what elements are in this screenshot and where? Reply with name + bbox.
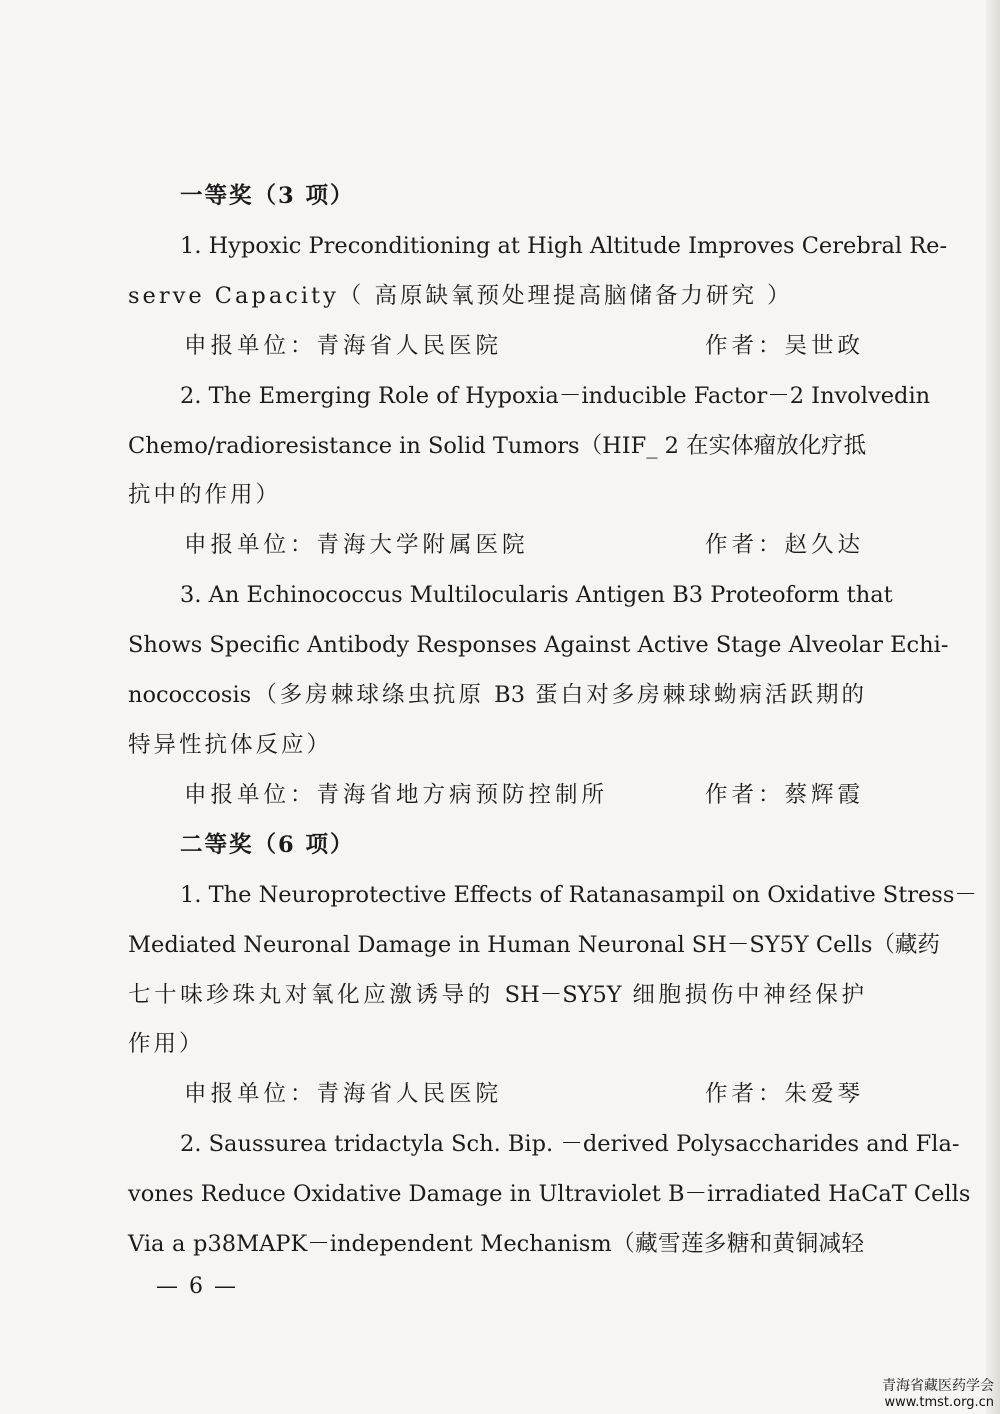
item-title-line: Mediated Neuronal Damage in Human Neuronal SH－SY5Y Cells（藏药 — [128, 931, 940, 958]
item-title-line: nococcosis（多房棘球绦虫抗原 B3 蛋白对多房棘球蚴病活跃期的 — [128, 682, 864, 709]
item-title-line: 特异性抗体反应） — [128, 731, 333, 758]
author: 作者：蔡辉霞 — [704, 781, 864, 808]
reporting-unit: 申报单位：青海省地方病预防控制所 — [184, 781, 609, 808]
item-meta-row — [128, 771, 864, 821]
document-body — [128, 172, 977, 1270]
section-heading-first-prize: 一等奖（3 项） — [180, 183, 355, 209]
item-meta-row — [128, 521, 864, 571]
author: 作者：赵久达 — [704, 532, 864, 559]
item-title-line: 1. Hypoxic Preconditioning at High Altitude Improves Cerebral Re- — [180, 232, 948, 259]
reporting-unit: 申报单位：青海省人民医院 — [184, 332, 503, 359]
author: 作者：吴世政 — [704, 332, 864, 359]
item-title-line: 2. Saussurea tridactyla Sch. Bip. －derived Polysaccharides and Fla- — [180, 1131, 960, 1158]
item-title-line: 抗中的作用） — [128, 482, 282, 509]
author: 作者：朱爱琴 — [704, 1081, 864, 1108]
item-title-line: Via a p38MAPK－independent Mechanism（藏雪莲多糖和黄铜减轻 — [128, 1231, 864, 1258]
item-meta-row — [128, 1070, 864, 1120]
section-heading-second-prize: 二等奖（6 项） — [180, 831, 355, 858]
site-watermark — [882, 1378, 994, 1410]
item-title-line: 作用） — [128, 1031, 205, 1058]
watermark-name: 青海省藏医药学会 — [882, 1378, 994, 1394]
item-title-line: Chemo/radioresistance in Solid Tumors（HIF_ 2 在实体瘤放化疗抵 — [128, 432, 867, 459]
item-title-line: serve Capacity（ 高原缺氧预处理提高脑储备力研究 ） — [128, 282, 793, 309]
item-meta-row — [128, 322, 864, 372]
item-title-line: Shows Specific Antibody Responses Against Active Stage Alveolar Echi- — [128, 632, 949, 659]
item-title-line: 1. The Neuroprotective Effects of Ratanasampil on Oxidative Stress－ — [180, 881, 977, 908]
page-number: — 6 — — [156, 1274, 238, 1299]
item-title-line: 2. The Emerging Role of Hypoxia－inducible Factor－2 Involvedin — [180, 382, 931, 409]
item-title-line: vones Reduce Oxidative Damage in Ultraviolet B－irradiated HaCaT Cells — [128, 1181, 971, 1208]
page-edge — [986, 0, 1000, 1414]
reporting-unit: 申报单位：青海大学附属医院 — [184, 532, 529, 559]
reporting-unit: 申报单位：青海省人民医院 — [184, 1081, 503, 1108]
item-title-line: 3. An Echinococcus Multilocularis Antigen B3 Proteoform that — [180, 582, 893, 609]
item-title-line: 七十味珍珠丸对氧化应激诱导的 SH－SY5Y 细胞损伤中神经保护 — [128, 981, 864, 1008]
watermark-url: www.tmst.org.cn — [884, 1395, 994, 1410]
